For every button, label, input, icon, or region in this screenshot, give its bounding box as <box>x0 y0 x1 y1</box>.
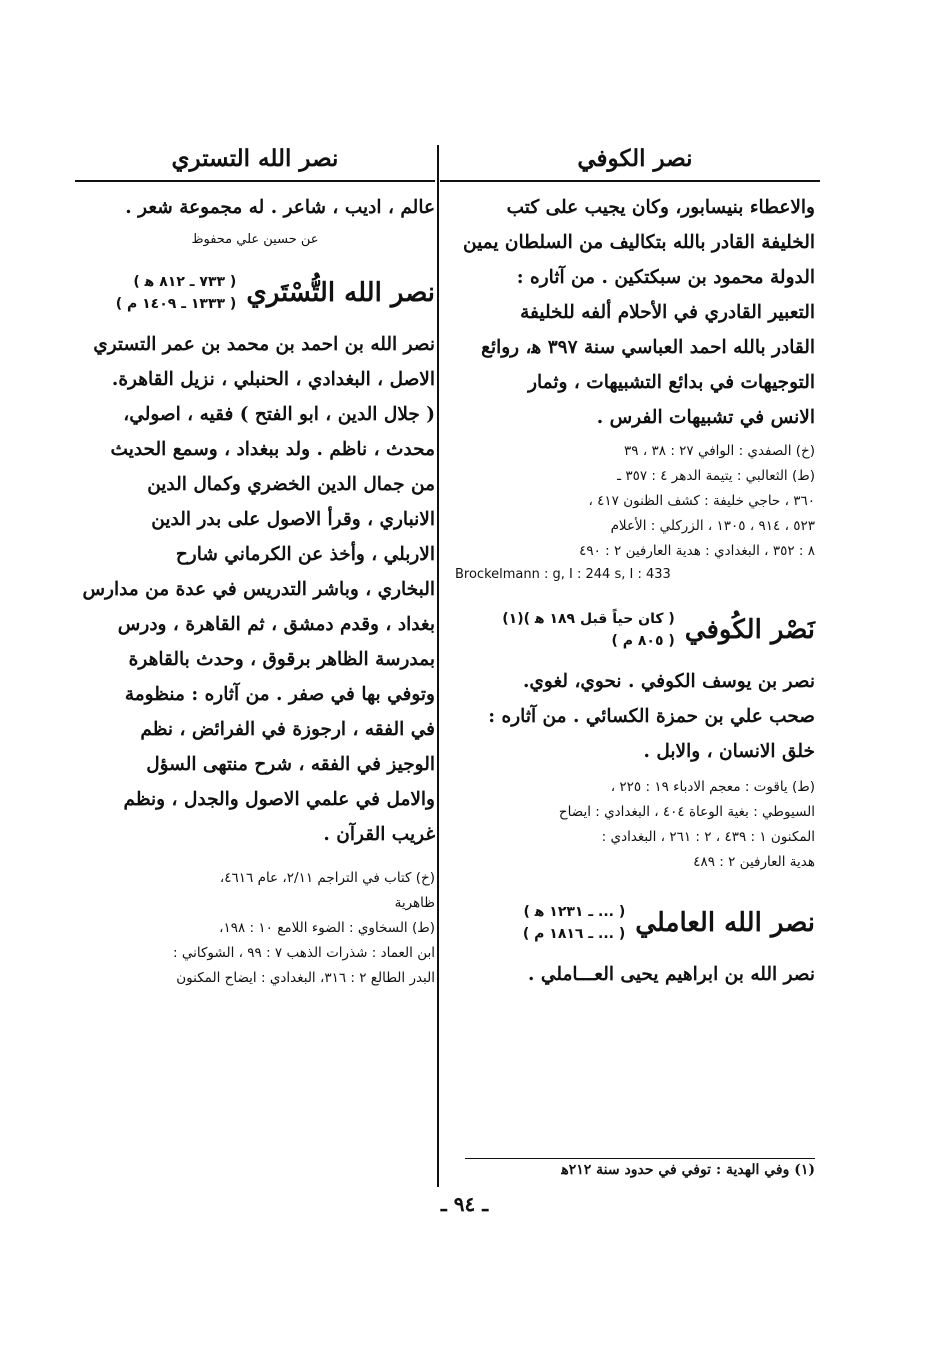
text-line: نصر الله بن احمد بن محمد بن عمر التستري <box>93 334 435 355</box>
text-line: من جمال الدين الخضري وكمال الدين <box>147 474 435 495</box>
text-line: الانباري ، وقرأ الاصول على بدر الدين <box>151 509 435 530</box>
date-hijri: ( ٧٣٣ ـ ٨١٢ ﻫ ) <box>133 274 237 290</box>
text-line: غريب القرآن . <box>323 824 435 845</box>
entry-continuation-text <box>75 190 435 225</box>
left-column <box>75 140 435 991</box>
page-number: ـ ٩٤ ـ <box>440 1192 489 1216</box>
reference-line: (ط) السخاوي : الضوء اللامع ١٠ : ١٩٨، <box>219 920 435 936</box>
text-line: الخليفة القادر بالله بتكاليف من السلطان يمين <box>462 232 815 253</box>
entry-name: نصر الله التُّسْتَري <box>246 278 435 308</box>
reference-line: (ط) الثعالبي : يتيمة الدهر ٤ : ٣٥٧ ـ <box>617 468 815 484</box>
date-gregorian: ( ٨٠٥ م ) <box>611 633 675 649</box>
reference-line: (خ) الصفدي : الوافي ٢٧ : ٣٨ ، ٣٩ <box>624 443 815 459</box>
reference-line: ٣٦٠ ، حاجي خليفة : كشف الظنون ٤١٧ ، <box>588 493 815 509</box>
text-line: الدولة محمود بن سبكتكين . من آثاره : <box>516 267 815 288</box>
entry-heading <box>455 608 815 652</box>
entry-dates <box>116 271 237 315</box>
reference-line: ٨ : ٣٥٢ ، البغدادي : هدية العارفين ٢ : ٤٩٠ <box>579 543 815 559</box>
text-line: القادر بالله احمد العباسي سنة ٣٩٧ ﻫ، روائع <box>481 337 815 358</box>
entry-text <box>455 664 815 769</box>
credit-line: عن حسين علي محفوظ <box>191 232 319 247</box>
entry-name: نصر الله العاملي <box>635 908 815 938</box>
text-line: نصر بن يوسف الكوفي . نحوي، لغوي. <box>522 671 815 692</box>
entry-name: نَصْر الكُوفي <box>684 615 815 645</box>
right-column-body <box>455 190 815 992</box>
text-line: التوجيهات في بدائع التشبيهات ، وثمار <box>528 372 815 393</box>
text-line: بمدرسة الظاهر برقوق ، وحدث بالقاهرة <box>128 649 435 670</box>
reference-line: ظاهرية <box>394 895 435 911</box>
footnote-rule <box>465 1158 815 1159</box>
text-line: محدث ، ناظم . ولد ببغداد ، وسمع الحديث <box>110 439 435 460</box>
text-line: والامل في علمي الاصول والجدل ، ونظم <box>123 789 435 810</box>
right-column <box>455 140 815 992</box>
running-head-right: نصر الكوفي <box>577 145 693 172</box>
entry-text <box>75 327 435 852</box>
entry-continuation-text <box>455 190 815 435</box>
text-line: الوجيز في الفقه ، شرح منتهى السؤل <box>146 754 435 775</box>
left-column-body <box>75 190 435 991</box>
references-block <box>455 439 815 586</box>
text-line: الاصل ، البغدادي ، الحنبلي ، نزيل القاهرة. <box>111 369 435 390</box>
text-line: وتوفي بها في صفر . من آثاره : منظومة <box>124 684 435 705</box>
latin-reference: Brockelmann : g, I : 244 s, I : 433 <box>455 567 671 582</box>
reference-line: ٥٢٣ ، ٩١٤ ، ١٣٠٥ ، الزركلي : الأعلام <box>610 518 815 534</box>
column-divider <box>437 145 439 1187</box>
entry-heading <box>455 901 815 945</box>
footnote: (١) وفي الهدية : توفي في حدود سنة ٢١٢ﻫ <box>561 1162 815 1178</box>
entry-heading <box>75 271 435 315</box>
text-line: خلق الانسان ، والابل . <box>643 741 815 762</box>
reference-line: السيوطي : بغية الوعاة ٤٠٤ ، البغدادي : ايضاح <box>558 804 815 820</box>
reference-line: (ط) ياقوت : معجم الادباء ١٩ : ٢٢٥ ، <box>610 779 815 795</box>
entry-dates <box>502 608 675 652</box>
text-line: بغداد ، وقدم دمشق ، ثم القاهرة ، ودرس <box>117 614 435 635</box>
text-line: الانس في تشبيهات الفرس . <box>596 407 815 428</box>
text-line: البخاري ، وباشر التدريس في عدة من مدارس <box>82 579 435 600</box>
text-line: صحب علي بن حمزة الكسائي . من آثاره : <box>488 706 815 727</box>
date-gregorian: ( ١٣٣٣ ـ ١٤٠٩ م ) <box>115 296 237 312</box>
references-block <box>455 775 815 875</box>
reference-line: ابن العماد : شذرات الذهب ٧ : ٩٩ ، الشوكاني : <box>173 945 435 961</box>
text-line: ( جلال الدين ، ابو الفتح ) فقيه ، اصولي، <box>123 404 435 425</box>
text-line: عالم ، اديب ، شاعر . له مجموعة شعر . <box>125 197 435 218</box>
text-line: والاعطاء بنيسابور، وكان يجيب على كتب <box>506 197 815 218</box>
reference-line: البدر الطالع ٢ : ٣١٦، البغدادي : ايضاح المكنون <box>176 970 435 986</box>
running-head-left: نصر الله التستري <box>171 145 339 172</box>
entry-dates <box>523 901 625 945</box>
reference-line: هدية العارفين ٢ : ٤٨٩ <box>693 854 815 870</box>
date-hijri: ( ... ـ ١٢٣١ ﻫ ) <box>523 904 626 920</box>
reference-line: (خ) كتاب في التراجم ٢/١١، عام ٤٦١٦، <box>219 870 435 886</box>
date-hijri: ( كان حياً قبل ١٨٩ ﻫ )(١) <box>502 611 675 627</box>
text-line: الاربلي ، وأخذ عن الكرماني شارح <box>175 544 435 565</box>
references-block <box>75 866 435 991</box>
text-line: التعبير القادري في الأحلام ألفه للخليفة <box>520 302 815 323</box>
date-gregorian: ( ... ـ ١٨١٦ م ) <box>522 926 626 942</box>
entry-text <box>455 957 815 992</box>
text-line: نصر الله بن ابراهيم يحيى العـــاملي . <box>528 964 815 985</box>
reference-line: المكنون ١ : ٤٣٩ ، ٢ : ٢٦١ ، البغدادي : <box>601 829 815 845</box>
text-line: في الفقه ، ارجوزة في الفرائض ، نظم <box>140 719 435 740</box>
